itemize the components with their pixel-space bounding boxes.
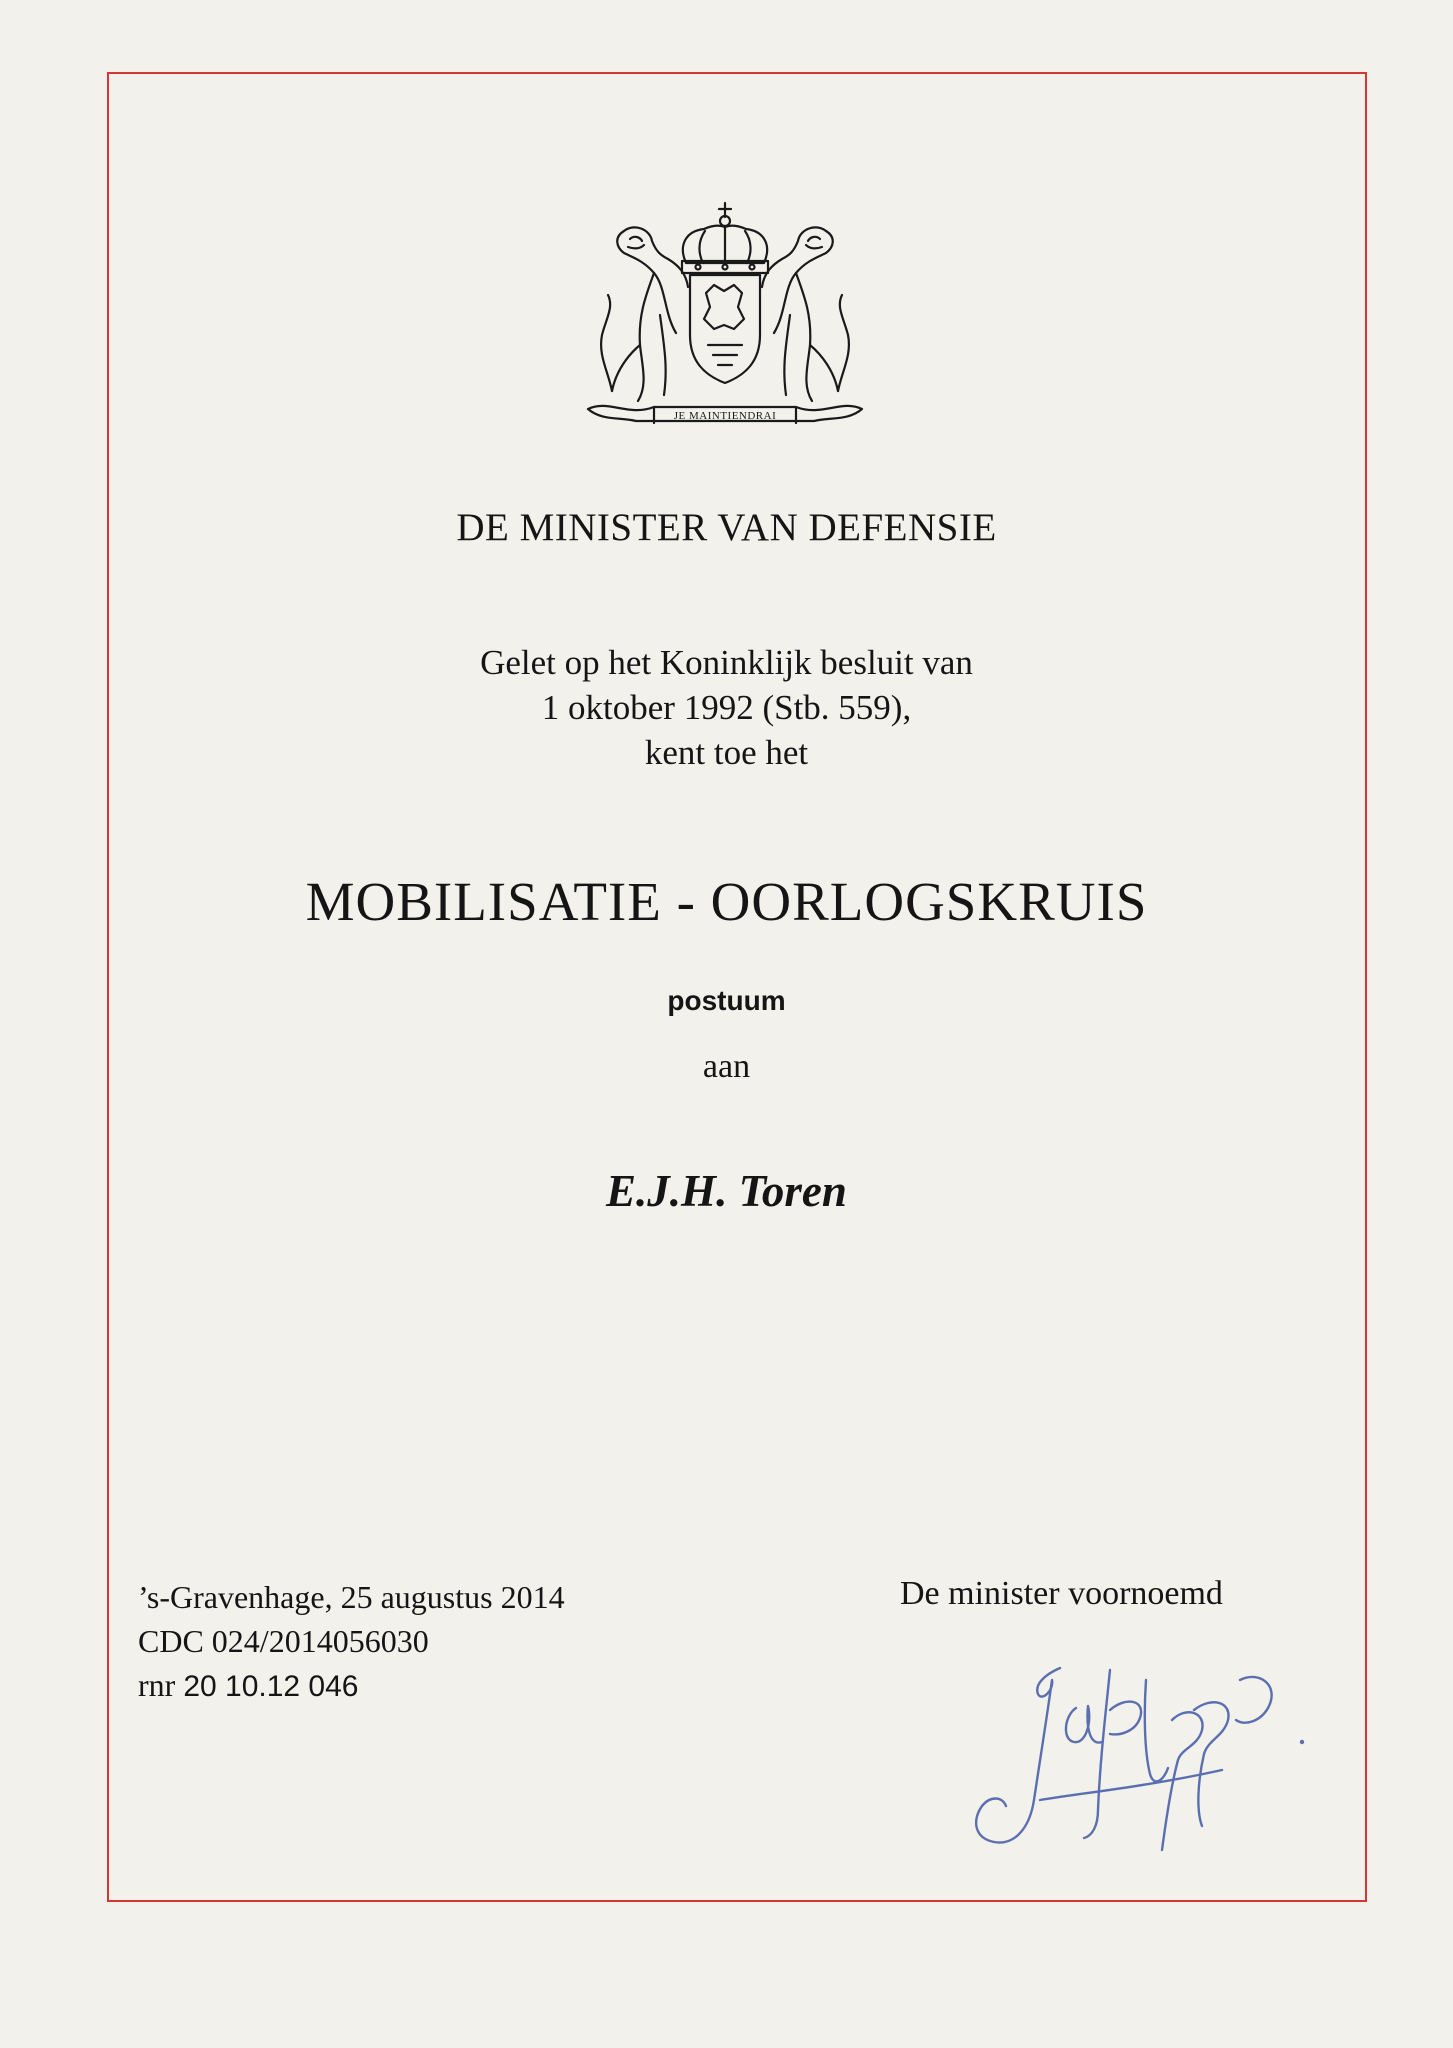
place-and-date: ’s-Gravenhage, 25 augustus 2014: [138, 1579, 565, 1615]
cdc-number: CDC 024/2014056030: [138, 1623, 429, 1659]
signatory-title: De minister voornoemd: [900, 1575, 1223, 1612]
decree-line-3: kent toe het: [644, 733, 809, 772]
rnr-value: 20 10.12 046: [183, 1670, 359, 1703]
decree-line-2: 1 oktober 1992 (Stb. 559),: [541, 688, 912, 727]
recipient-name: E.J.H. Toren: [606, 1166, 847, 1216]
decree-line-1: Gelet op het Koninklijk besluit van: [480, 643, 973, 682]
award-to-label: aan: [702, 1048, 751, 1085]
issuing-authority: DE MINISTER VAN DEFENSIE: [456, 506, 997, 549]
issue-details: [138, 1575, 565, 1709]
award-name: MOBILISATIE - OORLOGSKRUIS: [305, 871, 1148, 932]
registration-number: [138, 1663, 565, 1709]
decree-reference: [0, 640, 1453, 775]
royal-coat-of-arms-icon: [568, 195, 883, 435]
rnr-label: rnr: [138, 1667, 176, 1703]
svg-text:JE MAINTIENDRAI: JE MAINTIENDRAI: [673, 410, 777, 422]
handwritten-signature: [950, 1650, 1320, 1870]
posthumous-label: postuum: [667, 985, 786, 1016]
